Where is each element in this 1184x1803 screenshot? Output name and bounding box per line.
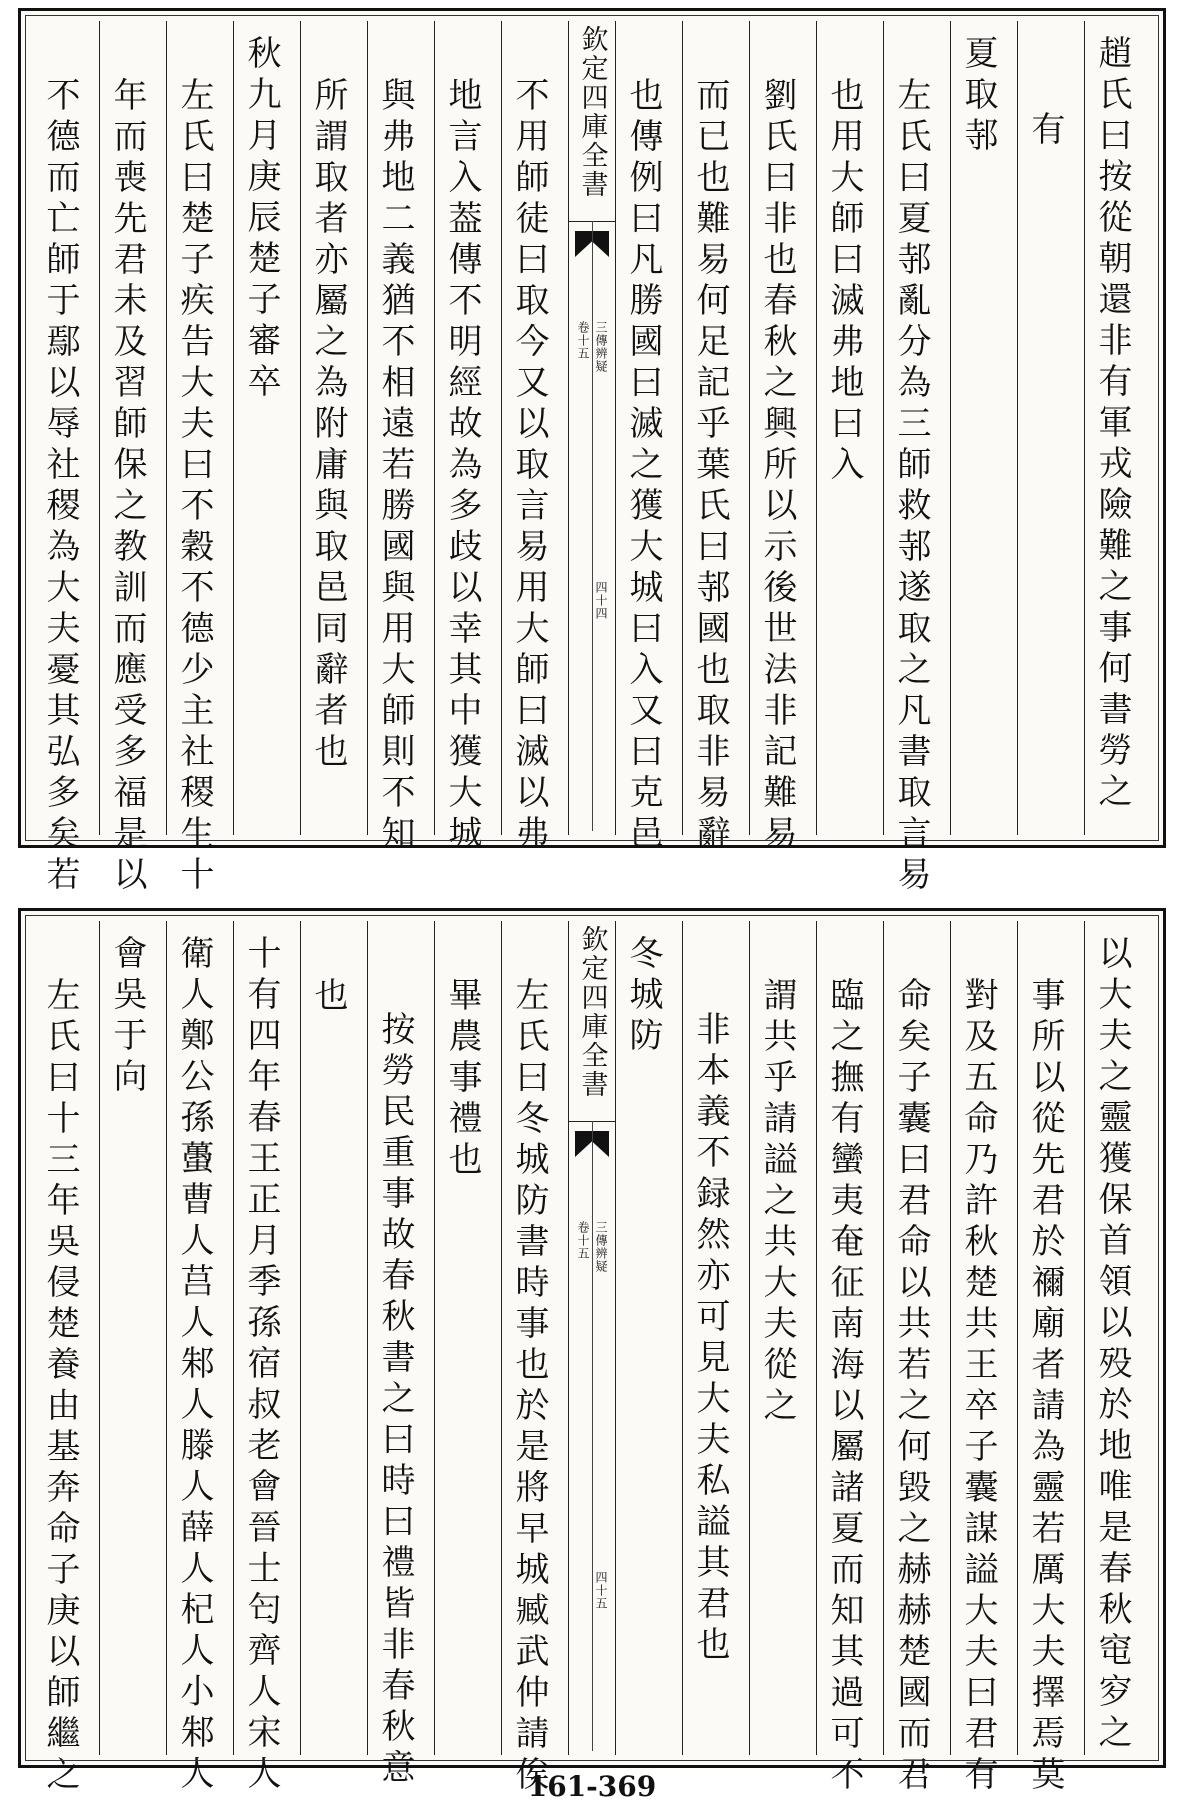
- column-text: 也傳例曰凡勝國曰滅之獲大城曰入又曰克邑: [623, 77, 663, 856]
- text-column: [950, 21, 1017, 835]
- column-text: 與弗地二義猶不相遠若勝國與用大師則不知: [375, 77, 415, 856]
- text-column: [233, 921, 300, 1796]
- text-column: [682, 921, 749, 1755]
- text-column: [233, 21, 300, 835]
- center-gutter: [568, 21, 615, 835]
- text-column: [615, 921, 682, 1755]
- column-text: 不用師徒曰取今又以取言易用大師曰滅以弗: [509, 77, 549, 856]
- gutter-volume: 卷十五: [576, 1221, 590, 1260]
- column-text: 衛人鄭公孫蠆曹人莒人邾人滕人薛人杞人小邾人: [174, 935, 214, 1796]
- text-column: [1017, 921, 1084, 1797]
- column-text: 夏取邿: [958, 35, 998, 158]
- gutter-book-title: 三傳辨疑: [594, 321, 608, 373]
- text-column: [367, 921, 434, 1790]
- text-column: [166, 21, 233, 897]
- text-column: [300, 921, 367, 1755]
- column-text: 十有四年春王正月季孫宿叔老會晉士匄齊人宋人: [241, 935, 281, 1796]
- gutter-volume: 卷十五: [576, 321, 590, 360]
- text-column: [883, 21, 950, 897]
- text-column: [33, 921, 99, 1797]
- text-column: [816, 921, 883, 1797]
- text-column: [1084, 921, 1151, 1755]
- column-text: 地言入葢傳不明經故為多歧以幸其中獲大城: [442, 77, 482, 856]
- text-column: [33, 21, 99, 897]
- text-column: [434, 921, 501, 1755]
- column-text: 趙氏曰按從朝還非有軍戎險難之事何書勞之: [1092, 35, 1132, 814]
- gutter-book-title: 三傳辨疑: [594, 1221, 608, 1273]
- column-text: 按勞民重事故春秋書之曰時曰禮皆非春秋意: [375, 1011, 415, 1790]
- column-text: 所謂取者亦屬之為附庸與取邑同辭者也: [308, 77, 348, 774]
- text-column: [501, 921, 568, 1797]
- column-text: 謂共乎請謚之共大夫從之: [757, 977, 797, 1428]
- gutter-folio: 四十四: [594, 581, 608, 620]
- top-text-columns: [33, 21, 1151, 897]
- text-column: [682, 21, 749, 856]
- column-text: 臨之撫有蠻夷奄征南海以屬諸夏而知其過可不: [824, 977, 864, 1797]
- column-text: 左氏曰十三年吳侵楚養由基奔命子庚以師繼之: [40, 977, 80, 1797]
- column-text: 左氏曰楚子疾告大夫曰不穀不德少主社稷生十: [174, 77, 214, 897]
- column-text: 左氏曰冬城防書時事也於是將早城臧武仲請俟: [509, 977, 549, 1797]
- column-text: 對及五命乃許秋楚共王卒子囊謀謚大夫曰君有: [958, 977, 998, 1797]
- column-text: 年而喪先君未及習師保之教訓而應受多福是以: [107, 77, 147, 897]
- column-text: 有: [1025, 111, 1065, 152]
- page-number: 161-369: [527, 1770, 657, 1803]
- column-text: 也用大師曰滅弗地曰入: [824, 77, 864, 487]
- column-text: 以大夫之靈獲保首領以殁於地唯是春秋窀穸之: [1092, 935, 1132, 1755]
- text-column: [166, 921, 233, 1796]
- text-column: [367, 21, 434, 856]
- gutter-title: 欽定四庫全書: [576, 925, 608, 1099]
- text-column: [816, 21, 883, 835]
- text-column: [300, 21, 367, 835]
- text-column: [99, 921, 166, 1755]
- column-text: 秋九月庚辰楚子審卒: [241, 35, 281, 404]
- column-text: 冬城防: [623, 935, 663, 1058]
- column-text: 也: [308, 977, 348, 1018]
- text-column: [883, 921, 950, 1797]
- column-text: 事所以從先君於禰廟者請為靈若厲大夫擇焉莫: [1025, 977, 1065, 1797]
- gutter-folio: 四十五: [594, 1571, 608, 1610]
- column-text: 畢農事禮也: [442, 977, 482, 1182]
- text-column: [1017, 21, 1084, 835]
- text-column: [1084, 21, 1151, 835]
- column-text: 劉氏曰非也春秋之興所以示後世法非記難易: [757, 77, 797, 856]
- column-text: 而已也難易何足記乎葉氏曰邿國也取非易辭: [690, 77, 730, 856]
- column-text: 會吳于向: [107, 935, 147, 1099]
- text-column: [434, 21, 501, 856]
- top-page-panel: [18, 8, 1166, 897]
- column-text: 左氏曰夏邿亂分為三師救邿遂取之凡書取言易: [891, 77, 931, 897]
- text-column: [950, 921, 1017, 1797]
- text-column: [749, 21, 816, 856]
- text-column: [749, 921, 816, 1755]
- text-column: [99, 21, 166, 897]
- center-gutter: [568, 921, 615, 1755]
- column-text: 非本義不録然亦可見大夫私謚其君也: [690, 1011, 730, 1667]
- gutter-title: 欽定四庫全書: [576, 25, 608, 199]
- text-column: [501, 21, 568, 856]
- text-column: [615, 21, 682, 856]
- column-text: 不德而亡師于鄢以辱社稷為大夫憂其弘多矣若: [40, 77, 80, 897]
- column-text: 命矣子囊曰君命以共若之何毀之赫赫楚國而君: [891, 977, 931, 1797]
